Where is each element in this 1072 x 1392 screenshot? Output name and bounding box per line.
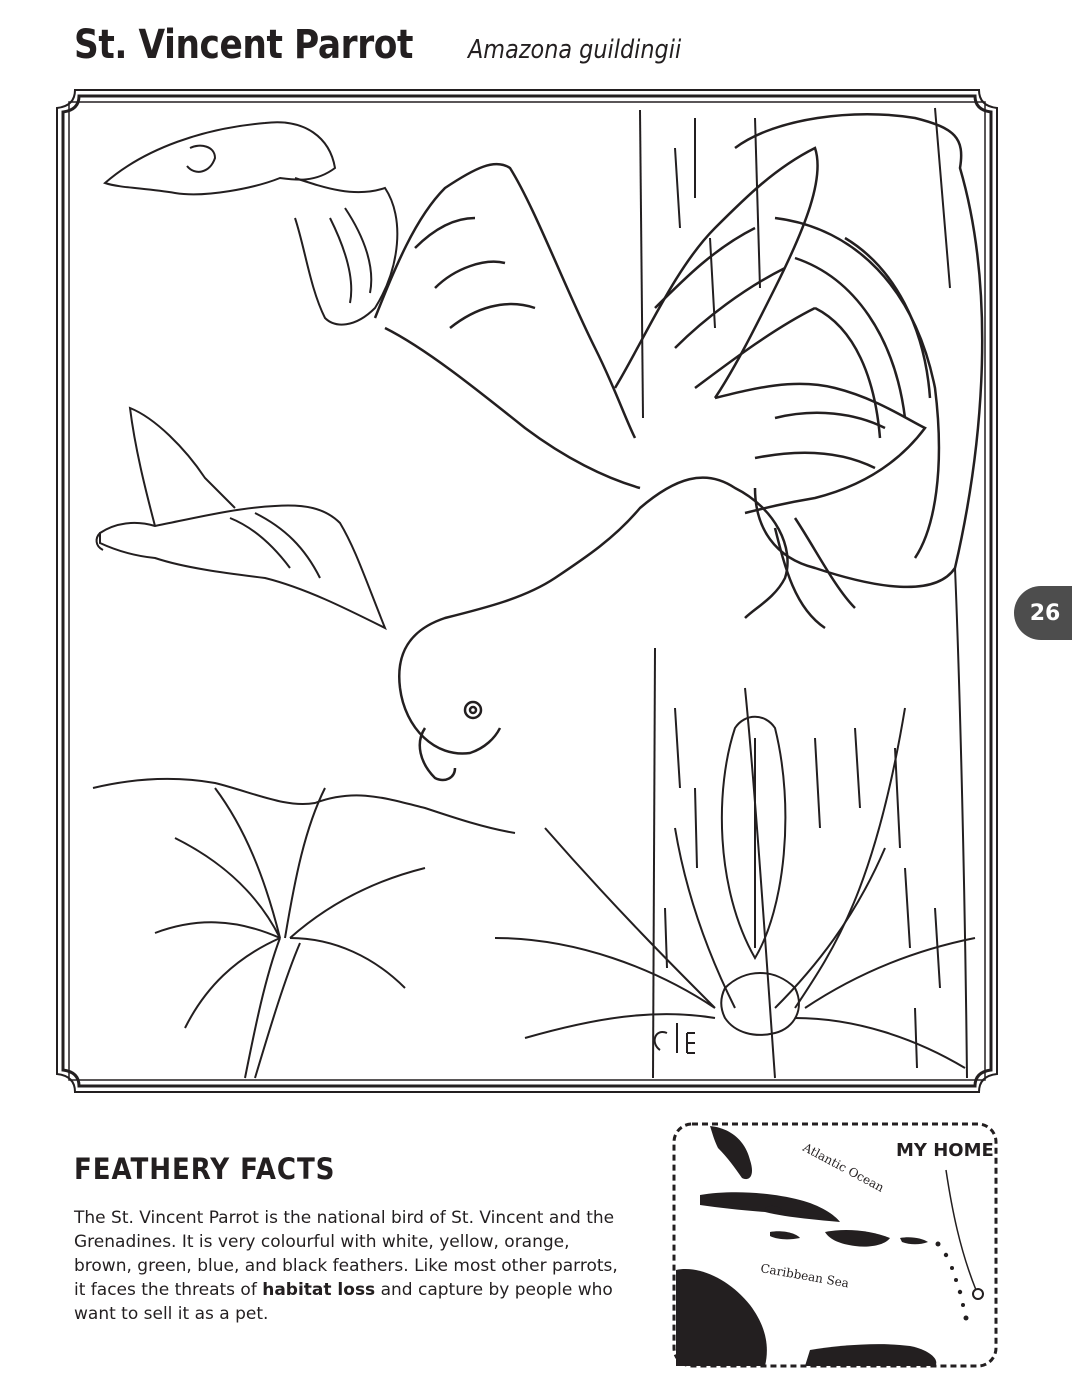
facts-paragraph [74,1206,619,1326]
home-map [670,1120,1000,1370]
parrot-main [375,148,925,780]
palm-tree [155,788,425,1078]
tree-trunk [640,108,967,1078]
bromeliad-plant [495,708,975,1068]
map-title: MY HOME [896,1140,994,1161]
page-title: St. Vincent Parrot [74,22,413,68]
illustration-frame [57,90,997,1092]
page-header [74,22,716,82]
page-number-tab [1014,586,1072,640]
facts-highlight: habitat loss [262,1280,376,1300]
facts-text-2: and capture by people who want to sell it as a pet. [74,1280,613,1324]
artist-signature [655,1023,695,1053]
page-number: 26 [1029,600,1061,626]
scientific-name: Amazona guildingii [468,35,682,65]
coloring-illustration [55,88,999,1094]
home-pointer-line [946,1170,976,1290]
tree-hole [735,114,982,587]
facts-text-1: The St. Vincent Parrot is the national bird of St. Vincent and the Grenadines. It is very colourful with white, yellow, orange, brown, green, blue, and black feathers. Like most other parrots, it faces the threats of [74,1208,618,1300]
parrot-flying-left [97,408,385,628]
home-marker [973,1289,983,1299]
parrot-flying-top [105,122,397,324]
ocean-label: Atlantic Ocean [800,1140,887,1195]
map-land [676,1126,936,1366]
mountain-line [93,779,515,833]
sea-label: Caribbean Sea [759,1261,851,1291]
facts-heading: FEATHERY FACTS [74,1152,336,1186]
